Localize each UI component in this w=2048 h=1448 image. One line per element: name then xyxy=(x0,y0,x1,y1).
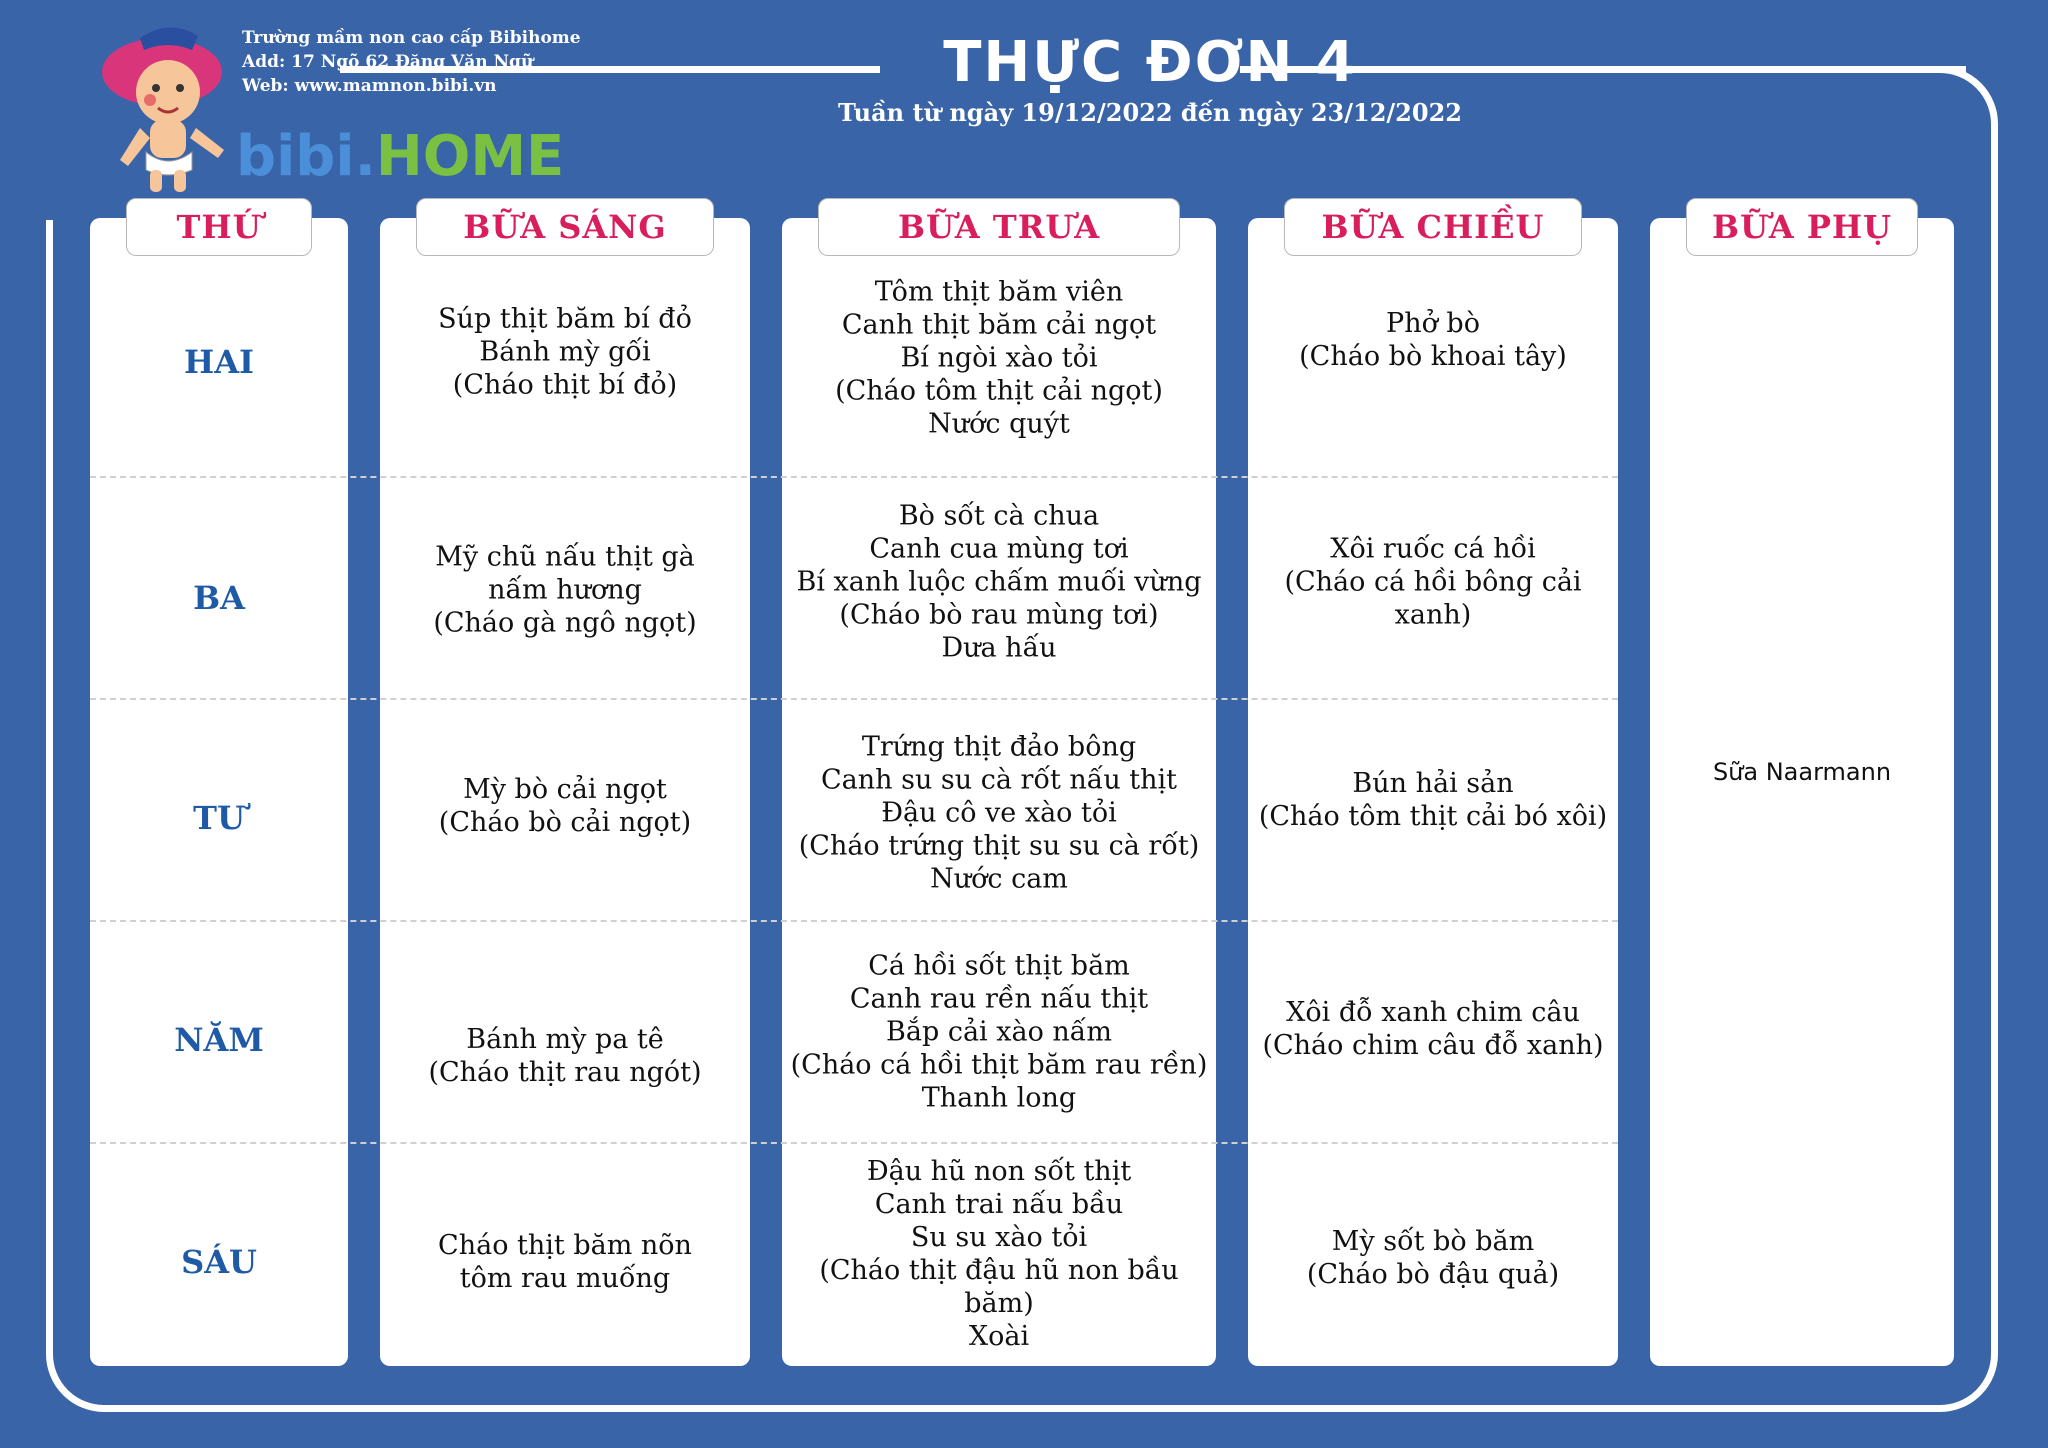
row-divider xyxy=(90,476,1618,478)
lunch-cell: Bò sốt cà chua Canh cua mùng tơi Bí xanh luộc chấm muối vừng (Cháo bò rau mùng tơi) Dưa hấu xyxy=(796,500,1202,664)
day-label: TƯ xyxy=(193,799,245,837)
brand-logo xyxy=(236,124,564,189)
menu-title: THỰC ĐƠN 4 xyxy=(943,30,1357,95)
header-afternoon: BỮA CHIỀU xyxy=(1284,198,1582,256)
row-divider xyxy=(90,1142,1618,1144)
breakfast-cell: Súp thịt băm bí đỏ Bánh mỳ gối (Cháo thịt bí đỏ) xyxy=(438,303,692,401)
breakfast-cell: Mỹ chũ nấu thịt gà nấm hương (Cháo gà ngô ngọt) xyxy=(433,541,697,639)
afternoon-cell: Mỳ sốt bò băm (Cháo bò đậu quả) xyxy=(1306,1226,1560,1290)
header-snack: BỮA PHỤ xyxy=(1686,198,1918,256)
school-info xyxy=(242,26,581,98)
day-label: HAI xyxy=(183,343,255,381)
row-divider xyxy=(90,698,1618,700)
brand-logo-part2: HOME xyxy=(375,124,565,189)
bibihome-mascot-logo xyxy=(100,20,250,195)
snack-column xyxy=(1650,218,1954,1366)
lunch-cell: Tôm thịt băm viên Canh thịt băm cải ngọt Bí ngòi xào tỏi (Cháo tôm thịt cải ngọt) Nước quýt xyxy=(835,276,1163,440)
breakfast-cell: Bánh mỳ pa tê (Cháo thịt rau ngót) xyxy=(428,1024,702,1088)
snack-cell: Sữa Naarmann xyxy=(1712,758,1892,786)
menu-week-range: Tuần từ ngày 19/12/2022 đến ngày 23/12/2022 xyxy=(838,98,1462,127)
lunch-cell: Đậu hũ non sốt thịt Canh trai nấu bầu Su su xào tỏi (Cháo thịt đậu hũ non bầu băm) Xoài xyxy=(819,1156,1179,1352)
header-breakfast: BỮA SÁNG xyxy=(416,198,714,256)
row-divider xyxy=(90,920,1618,922)
afternoon-cell: Xôi đỗ xanh chim câu (Cháo chim câu đỗ xanh) xyxy=(1262,997,1604,1061)
header-day: THỨ xyxy=(126,198,312,256)
afternoon-cell: Bún hải sản (Cháo tôm thịt cải bó xôi) xyxy=(1258,768,1608,832)
lunch-cell: Trứng thịt đảo bông Canh su su cà rốt nấu thịt Đậu cô ve xào tỏi (Cháo trứng thịt su su cà rốt) Nước cam xyxy=(798,731,1200,895)
afternoon-cell: Phở bò (Cháo bò khoai tây) xyxy=(1299,308,1567,372)
brand-logo-part1: bibi. xyxy=(236,124,376,189)
day-label: BA xyxy=(193,579,245,617)
afternoon-cell: Xôi ruốc cá hồi (Cháo cá hồi bông cải xanh) xyxy=(1284,533,1582,631)
day-label: SÁU xyxy=(181,1243,257,1281)
breakfast-cell: Cháo thịt băm nõn tôm rau muống xyxy=(438,1230,692,1294)
header-lunch: BỮA TRƯA xyxy=(818,198,1180,256)
breakfast-cell: Mỳ bò cải ngọt (Cháo bò cải ngọt) xyxy=(438,774,692,838)
school-name: Trường mầm non cao cấp Bibihome xyxy=(242,28,581,48)
lunch-cell: Cá hồi sốt thịt băm Canh rau rền nấu thịt Bắp cải xào nấm (Cháo cá hồi thịt băm rau rền) Thanh long xyxy=(790,950,1208,1114)
school-address: Add: 17 Ngõ 62 Đặng Văn Ngữ xyxy=(242,52,534,72)
school-website: Web: www.mamnon.bibi.vn xyxy=(242,76,497,96)
day-column xyxy=(90,218,348,1366)
day-label: NĂM xyxy=(174,1021,264,1059)
